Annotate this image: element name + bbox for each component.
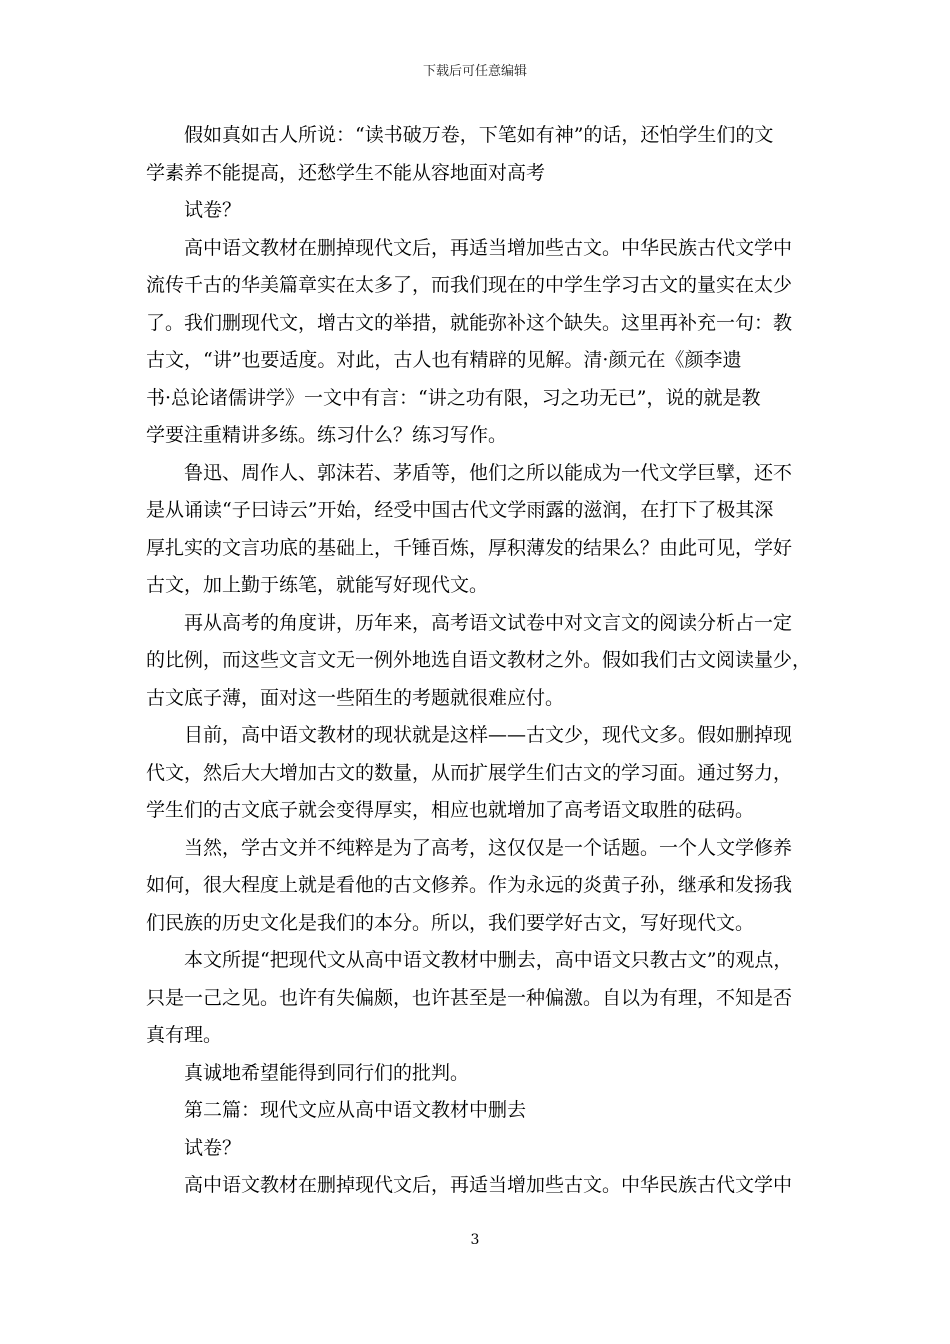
text-line: 是从诵读“子曰诗云”开始，经受中国古代文学雨露的滋润，在打下了极其深 <box>146 499 774 521</box>
text-line: 再从高考的角度讲，历年来，高考语文试卷中对文言文的阅读分析占一定 <box>184 611 793 634</box>
text-line: 学要注重精讲多练。练习什么？练习写作。 <box>146 424 508 446</box>
text-line: 真诚地希望能得到同行们的批判。 <box>184 1061 470 1084</box>
text-line: 目前，高中语文教材的现状就是这样——古文少，现代文多。假如删掉现 <box>184 724 793 746</box>
text-line: 古文，加上勤于练笔，就能写好现代文。 <box>146 574 489 596</box>
text-line: 流传千古的华美篇章实在太多了，而我们现在的中学生学习古文的量实在太少 <box>146 274 793 296</box>
text-line: 真有理。 <box>146 1024 223 1046</box>
text-line: 书·总论诸儒讲学》一文中有言：“讲之功有限，习之功无已”，说的就是教 <box>146 386 761 409</box>
text-line: 本文所提“把现代文从高中语文教材中删去，高中语文只教古文”的观点， <box>184 949 793 971</box>
page-number: 3 <box>470 1232 480 1248</box>
text-line: 如何，很大程度上就是看他的古文修养。作为永远的炎黄子孙，继承和发扬我 <box>146 874 793 896</box>
text-line: 只是一己之见。也许有失偏颇，也许甚至是一种偏激。自以为有理，不知是否 <box>146 986 793 1009</box>
document-body <box>146 117 812 1205</box>
page-header: 下载后可任意编辑 <box>422 64 527 79</box>
text-line: 学生们的古文底子就会变得厚实，相应也就增加了高考语文取胜的砝码。 <box>146 799 755 821</box>
text-line: 鲁迅、周作人、郭沫若、茅盾等，他们之所以能成为一代文学巨擘，还不 <box>184 461 793 484</box>
text-line: 试卷？ <box>184 199 242 221</box>
text-line: 古文，“讲”也要适度。对此，古人也有精辟的见解。清·颜元在《颜李遗 <box>146 349 742 371</box>
text-line: 古文底子薄，面对这一些陌生的考题就很难应付。 <box>146 686 565 709</box>
text-line: 第二篇：现代文应从高中语文教材中删去 <box>184 1099 527 1121</box>
text-line: 代文，然后大大增加古文的数量，从而扩展学生们古文的学习面。通过努力， <box>146 761 793 784</box>
text-line: 了。我们删现代文，增古文的举措，就能弥补这个缺失。这里再补充一句：教 <box>146 311 793 334</box>
text-line: 试卷？ <box>184 1136 242 1159</box>
text-line: 们民族的历史文化是我们的本分。所以，我们要学好古文，写好现代文。 <box>146 911 755 934</box>
text-line: 假如真如古人所说：“读书破万卷，下笔如有神”的话，还怕学生们的文 <box>184 124 774 146</box>
text-line: 当然，学古文并不纯粹是为了高考，这仅仅是一个话题。一个人文学修养 <box>184 836 793 859</box>
text-line: 高中语文教材在删掉现代文后，再适当增加些古文。中华民族古代文学中 <box>184 1174 793 1196</box>
text-line: 学素养不能提高，还愁学生不能从容地面对高考 <box>146 161 546 184</box>
text-line: 高中语文教材在删掉现代文后，再适当增加些古文。中华民族古代文学中 <box>184 236 793 259</box>
text-line: 厚扎实的文言功底的基础上，千锤百炼，厚积薄发的结果么？由此可见，学好 <box>146 536 793 559</box>
text-line: 的比例，而这些文言文无一例外地选自语文教材之外。假如我们古文阅读量少， <box>146 649 812 671</box>
